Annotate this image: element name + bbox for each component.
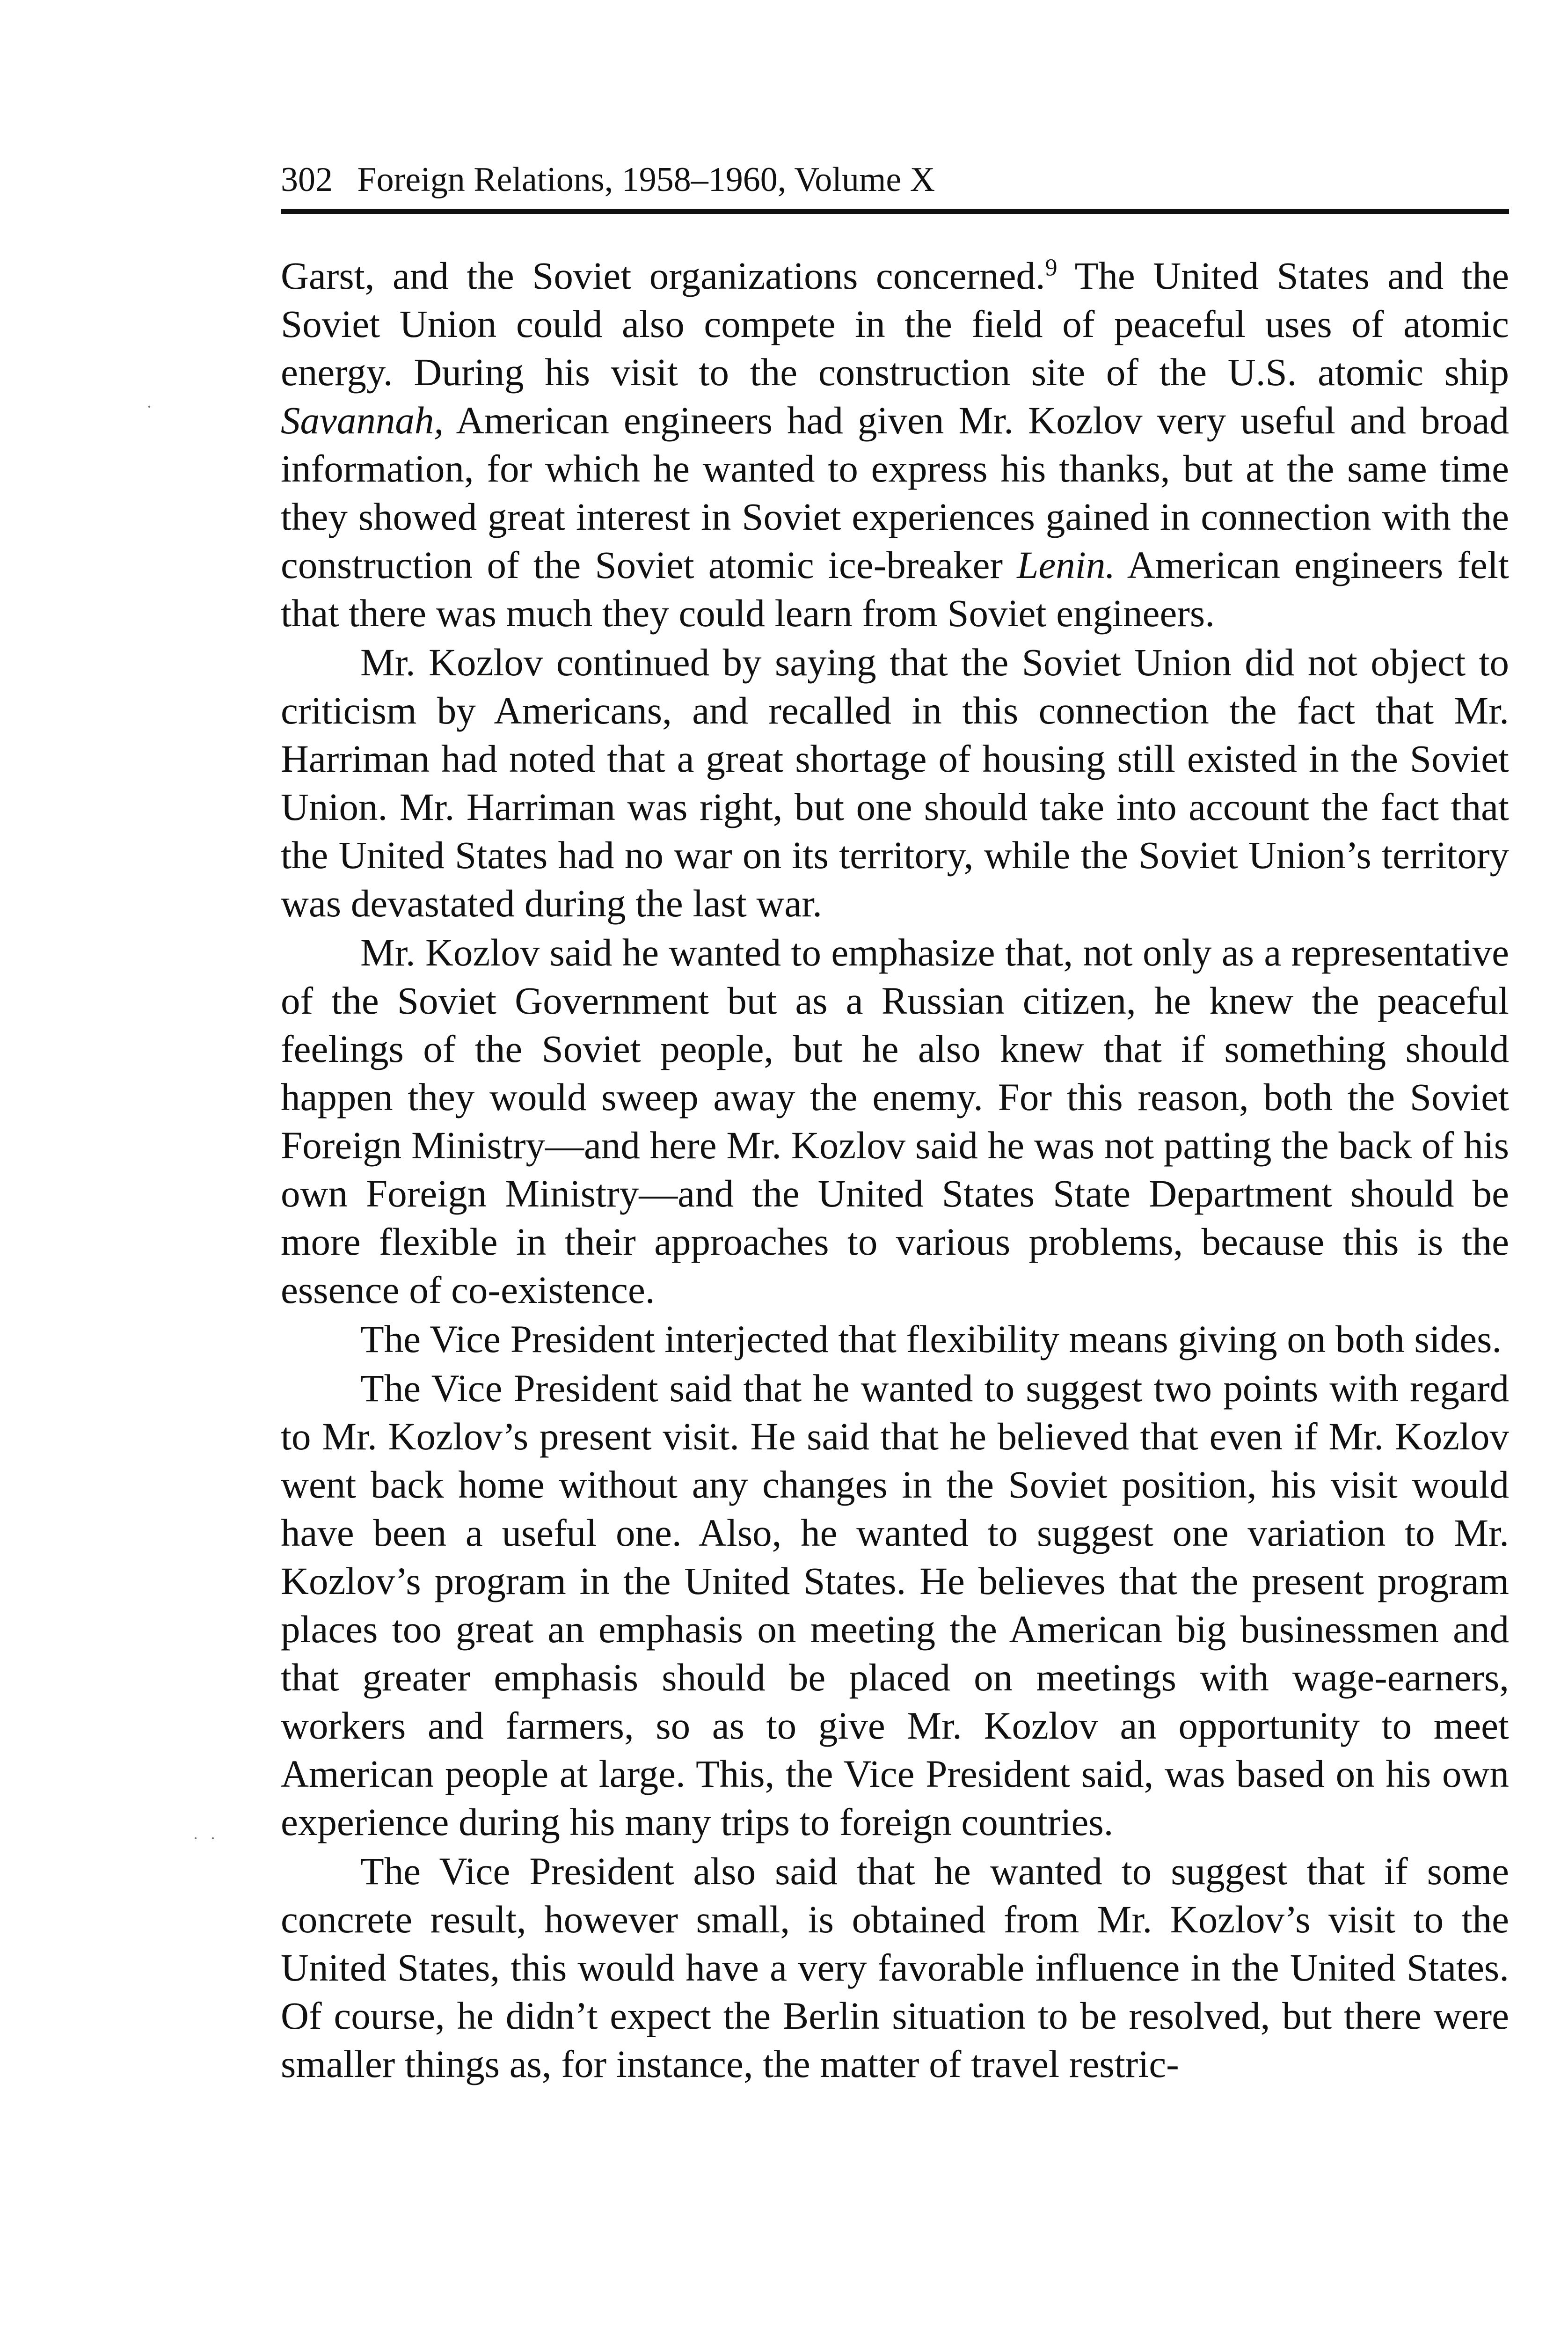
header-rule [281,209,1509,214]
footnote-reference: 9 [1045,254,1057,281]
running-head [281,159,1509,201]
paragraph-5: The Vice President said that he wanted to suggest two points with regard to Mr. Kozlov’s present visit. He said that he believed that even if Mr. Kozlov went back home without any changes in the Soviet position, his visit would have been a useful one. Also, he wanted to suggest one variation to Mr. Kozlov’s program in the United States. He believes that the present program places too great an emphasis on meeting the American big businessmen and that greater emphasis should be placed on meetings with wage-earners, workers and farmers, so as to give Mr. Kozlov an opportunity to meet American people at large. This, the Vice President said, was based on his own experience during his many trips to foreign countries. [281,1367,1509,1843]
scan-mark: · [146,397,152,416]
running-head-title: Foreign Relations, 1958–1960, Volume X [357,161,935,199]
paragraph-1-text-a: Garst, and the Soviet organizations concerned. [281,254,1045,297]
document-body [281,252,1509,2089]
paragraph-1 [281,252,1509,637]
ship-name-savannah: Savannah, [281,399,444,442]
paragraph-3: Mr. Kozlov said he wanted to emphasize that, not only as a representative of the Soviet Government but as a Russian citizen, he knew the peaceful feelings of the Soviet people, but he also knew that if something should happen they would sweep away the enemy. For this reason, both the Soviet Foreign Ministry—and here Mr. Kozlov said he was not patting the back of his own Foreign Ministry—and the United States State Department should be more flexible in their approaches to various problems, because this is the essence of co-existence. [281,931,1509,1311]
paragraph-1-text-c: American engineers had given Mr. Kozlov very useful and broad information, for which he wanted to express his thanks, but at the same time they showed great interest in Soviet experiences gained in connection with the construction of the Soviet atomic ice-breaker [281,399,1509,586]
paragraph-1-text-b: The United States and the Soviet Union could also compete in the field of peaceful uses of atomic energy. During his visit to the construction site of the U.S. atomic ship [281,254,1509,394]
scan-mark: · · [193,1829,219,1848]
paragraph-6: The Vice President also said that he wanted to suggest that if some concrete result, however small, is obtained from Mr. Kozlov’s visit to the United States, this would have a very favorable influence in the United States. Of course, he didn’t expect the Berlin situation to be resolved, but there were smaller things as, for instance, the matter of travel restric- [281,1850,1509,2085]
paragraph-1-text-d: American engineers felt that there was much they could learn from Soviet engineers. [281,543,1509,635]
page-number: 302 [281,161,333,199]
ship-name-lenin: Lenin. [1017,543,1116,586]
paragraph-2: Mr. Kozlov continued by saying that the Soviet Union did not object to criticism by Americans, and recalled in this connection the fact that Mr. Harriman had noted that a great shortage of housing still existed in the Soviet Union. Mr. Harriman was right, but one should take into account the fact that the United States had no war on its territory, while the Soviet Union’s territory was devastated during the last war. [281,641,1509,925]
paragraph-4: The Vice President interjected that flexibility means giving on both sides. [360,1317,1502,1360]
